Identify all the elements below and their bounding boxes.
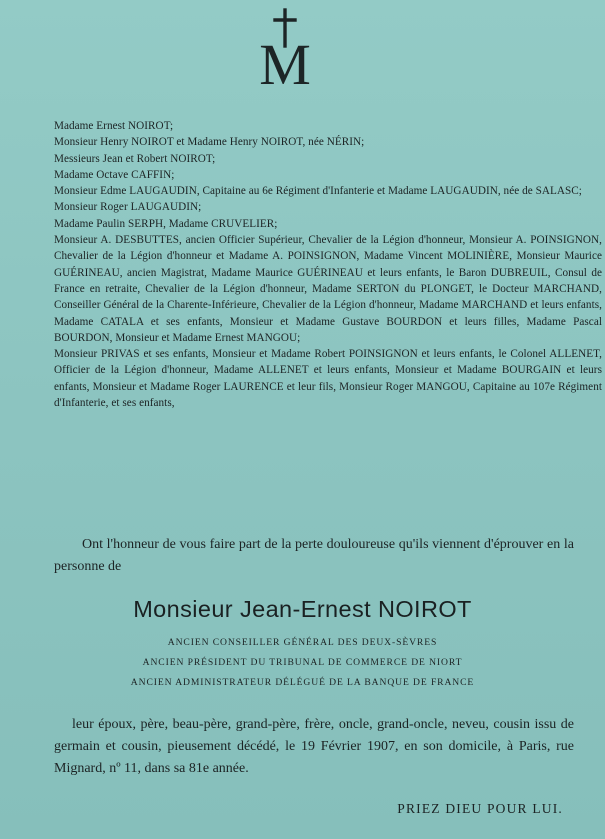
family-list <box>54 118 602 411</box>
deceased-titles <box>0 633 605 693</box>
closing-paragraph: leur époux, père, beau-père, grand-père, frère, oncle, grand-oncle, neveu, cousin issu de germain et cousin, pieusement décédé, le 19 Février 1907, en son domicile, à Paris, rue Mignard, nº 11, dans sa 81e année. <box>54 717 574 776</box>
title-line: ANCIEN ADMINISTRATEUR DÉLÉGUÉ DE LA BANQUE DE FRANCE <box>130 677 475 688</box>
title-line: ANCIEN PRÉSIDENT DU TRIBUNAL DE COMMERCE DE NIORT <box>142 657 463 668</box>
title-line: ANCIEN CONSEILLER GÉNÉRAL DES DEUX-SÈVRES <box>167 637 438 648</box>
monogram-letter: M <box>259 32 311 90</box>
family-line: Monsieur A. DESBUTTES, ancien Officier Supérieur, Chevalier de la Légion d'honneur, Monsieur A. POINSIGNON, Chevalier de la Légion d'honneur et Madame A. POINSIGNON, Madame Vincent MOLINIÈRE, Monsieur Maurice GUÉRINEAU, ancien Magistrat, Madame Maurice GUÉRINEAU et leurs enfants, le Baron DUBREUIL, Consul de France en retraite, Chevalier de la Légion d'honneur, Madame SERTON du PLONGET, le Docteur MARCHAND, Conseiller Général de la Charente-Inférieure, Chevalier de la Légion d'honneur, Madame MARCHAND et leurs enfants, Madame CATALA et ses enfants, Monsieur et Madame Gustave BOURDON et leurs filles, Madame Pascal BOURDON, Monsieur et Madame Ernest MANGOU; <box>54 234 602 344</box>
honneur-paragraph: Ont l'honneur de vous faire part de la perte douloureuse qu'ils viennent d'éprouver en la personne de <box>54 537 574 574</box>
family-line: Messieurs Jean et Robert NOIROT; <box>54 152 216 165</box>
family-line: Madame Paulin SERPH, Madame CRUVELIER; <box>54 217 278 230</box>
family-line: Madame Ernest NOIROT; <box>54 120 174 132</box>
cross-monogram-icon <box>255 6 315 90</box>
deceased-name: Monsieur Jean-Ernest NOIROT <box>133 596 472 622</box>
family-line: Monsieur Edme LAUGAUDIN, Capitaine au 6e Régiment d'Infanterie et Madame LAUGAUDIN, née de SALASC; <box>54 185 582 198</box>
family-line: Monsieur PRIVAS et ses enfants, Monsieur et Madame Robert POINSIGNON et leurs enfants, le Colonel ALLENET, Officier de la Légion d'honneur, Madame ALLENET et leurs enfants, Monsieur et Madame BOURGAIN et leurs enfants, Monsieur et Madame Roger LAURENCE et leur fils, Monsieur Roger MANGOU, Capitaine au 107e Régiment d'Infanterie, et ses enfants, <box>54 348 602 410</box>
priez-line: PRIEZ DIEU POUR LUI. <box>397 801 563 816</box>
family-line: Monsieur Henry NOIROT et Madame Henry NOIROT, née NÉRIN; <box>54 136 365 149</box>
family-line: Madame Octave CAFFIN; <box>54 168 175 181</box>
family-line: Monsieur Roger LAUGAUDIN; <box>54 201 202 214</box>
